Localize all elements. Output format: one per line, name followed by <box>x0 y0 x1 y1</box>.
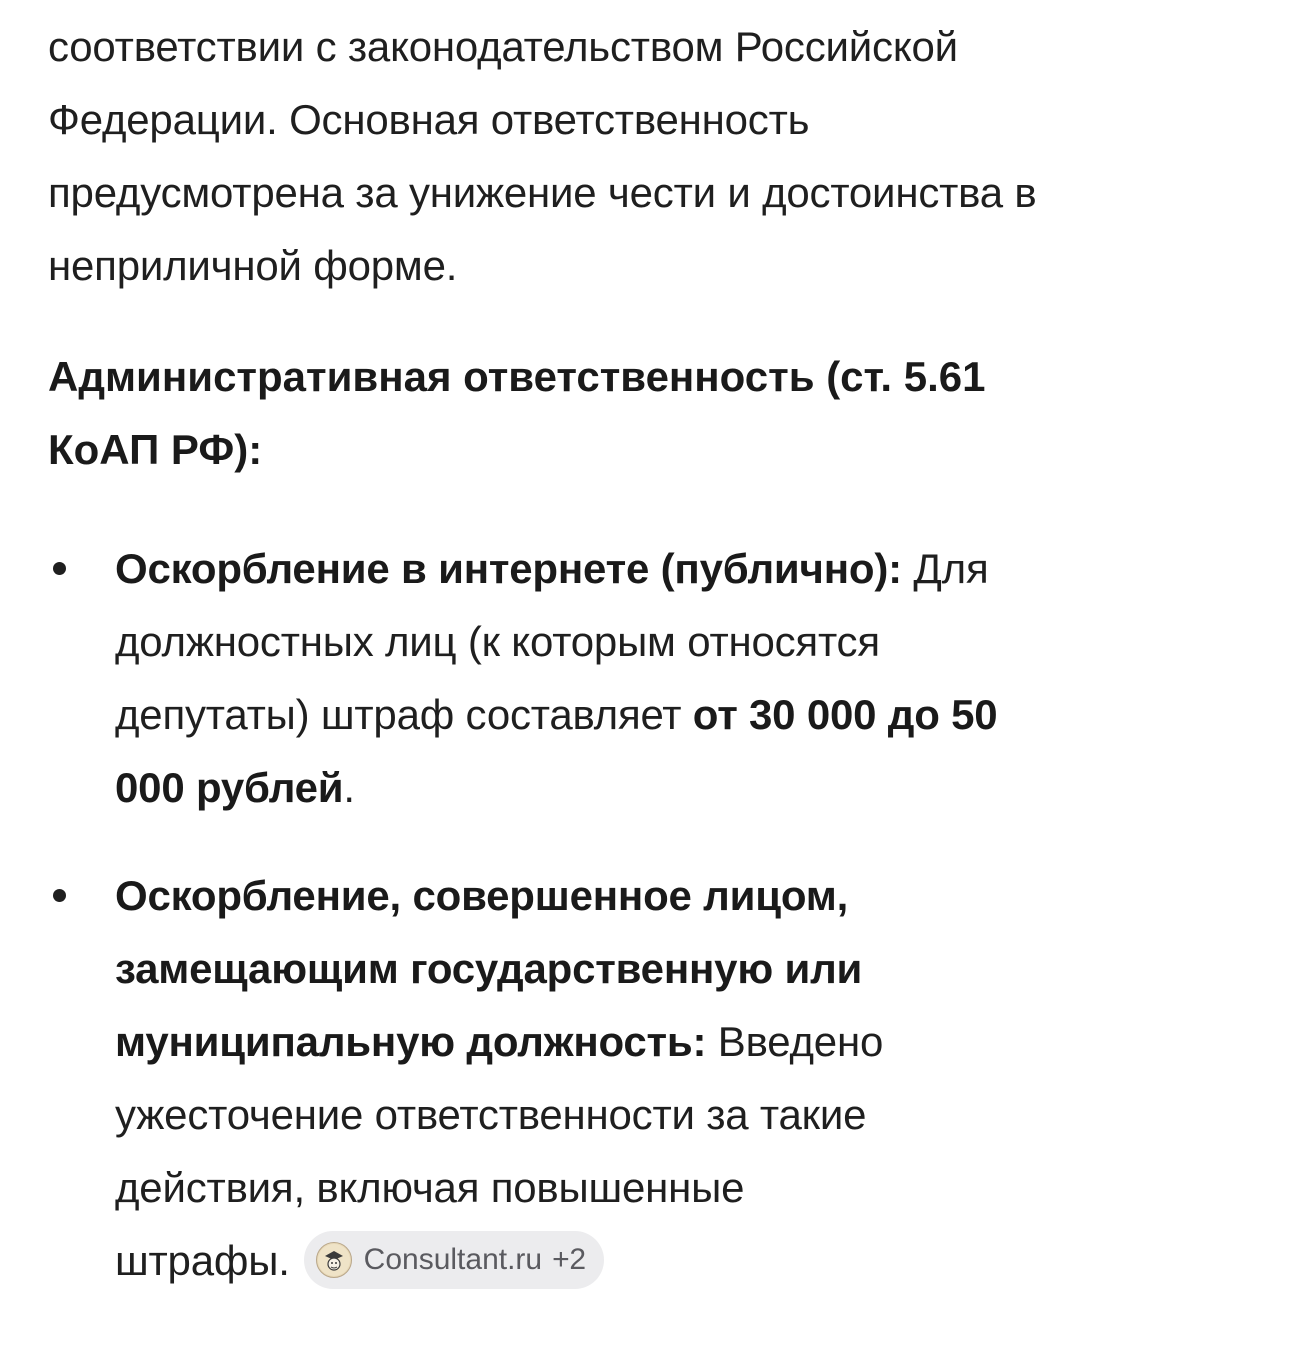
bullet-line <box>115 751 1248 824</box>
list-item <box>48 532 1248 824</box>
bullet-text: штрафы. <box>115 1237 290 1284</box>
source-chip[interactable] <box>304 1231 604 1289</box>
bullet-line: ужесточение ответственности за такие <box>115 1091 867 1138</box>
source-chip-count: +2 <box>552 1242 586 1276</box>
bullet-text: Для <box>901 545 989 592</box>
bullet-line <box>115 678 1248 751</box>
intro-line: Федерации. Основная ответственность <box>48 96 810 143</box>
fine-amount: 000 рублей <box>115 764 344 811</box>
bullet-dot-icon <box>53 562 66 575</box>
section-heading <box>48 340 1248 486</box>
list-item <box>48 859 1248 1297</box>
bullet-title: Оскорбление в интернете (публично): <box>115 545 902 592</box>
bullet-list <box>48 532 1248 1297</box>
source-chip-label: Consultant.ru <box>363 1242 543 1276</box>
consultant-logo-icon <box>316 1242 352 1278</box>
bullet-title: муниципальную должность: <box>115 1018 707 1065</box>
bullet-line: должностных лиц (к которым относятся <box>115 618 880 665</box>
heading-line: Административная ответственность (ст. 5.61 <box>48 353 986 400</box>
intro-paragraph <box>48 10 1248 302</box>
bullet-text: депутаты) штраф составляет <box>115 691 693 738</box>
intro-line: предусмотрена за унижение чести и достоинства в <box>48 169 1037 216</box>
bullet-text: . <box>343 764 355 811</box>
intro-line: соответствии с законодательством Российской <box>48 23 958 70</box>
bullet-line: действия, включая повышенные <box>115 1164 745 1211</box>
bullet-line <box>115 532 1248 605</box>
bullet-title: замещающим государственную или <box>115 945 863 992</box>
response-content <box>48 0 1248 1332</box>
fine-amount: от 30 000 до 50 <box>692 691 998 738</box>
intro-line: неприличной форме. <box>48 242 458 289</box>
bullet-text: Введено <box>706 1018 884 1065</box>
heading-line: КоАП РФ): <box>48 426 263 473</box>
bullet-title: Оскорбление, совершенное лицом, <box>115 872 849 919</box>
bullet-dot-icon <box>53 889 66 902</box>
bullet-line <box>115 1224 1248 1297</box>
bullet-line <box>115 1005 1248 1078</box>
